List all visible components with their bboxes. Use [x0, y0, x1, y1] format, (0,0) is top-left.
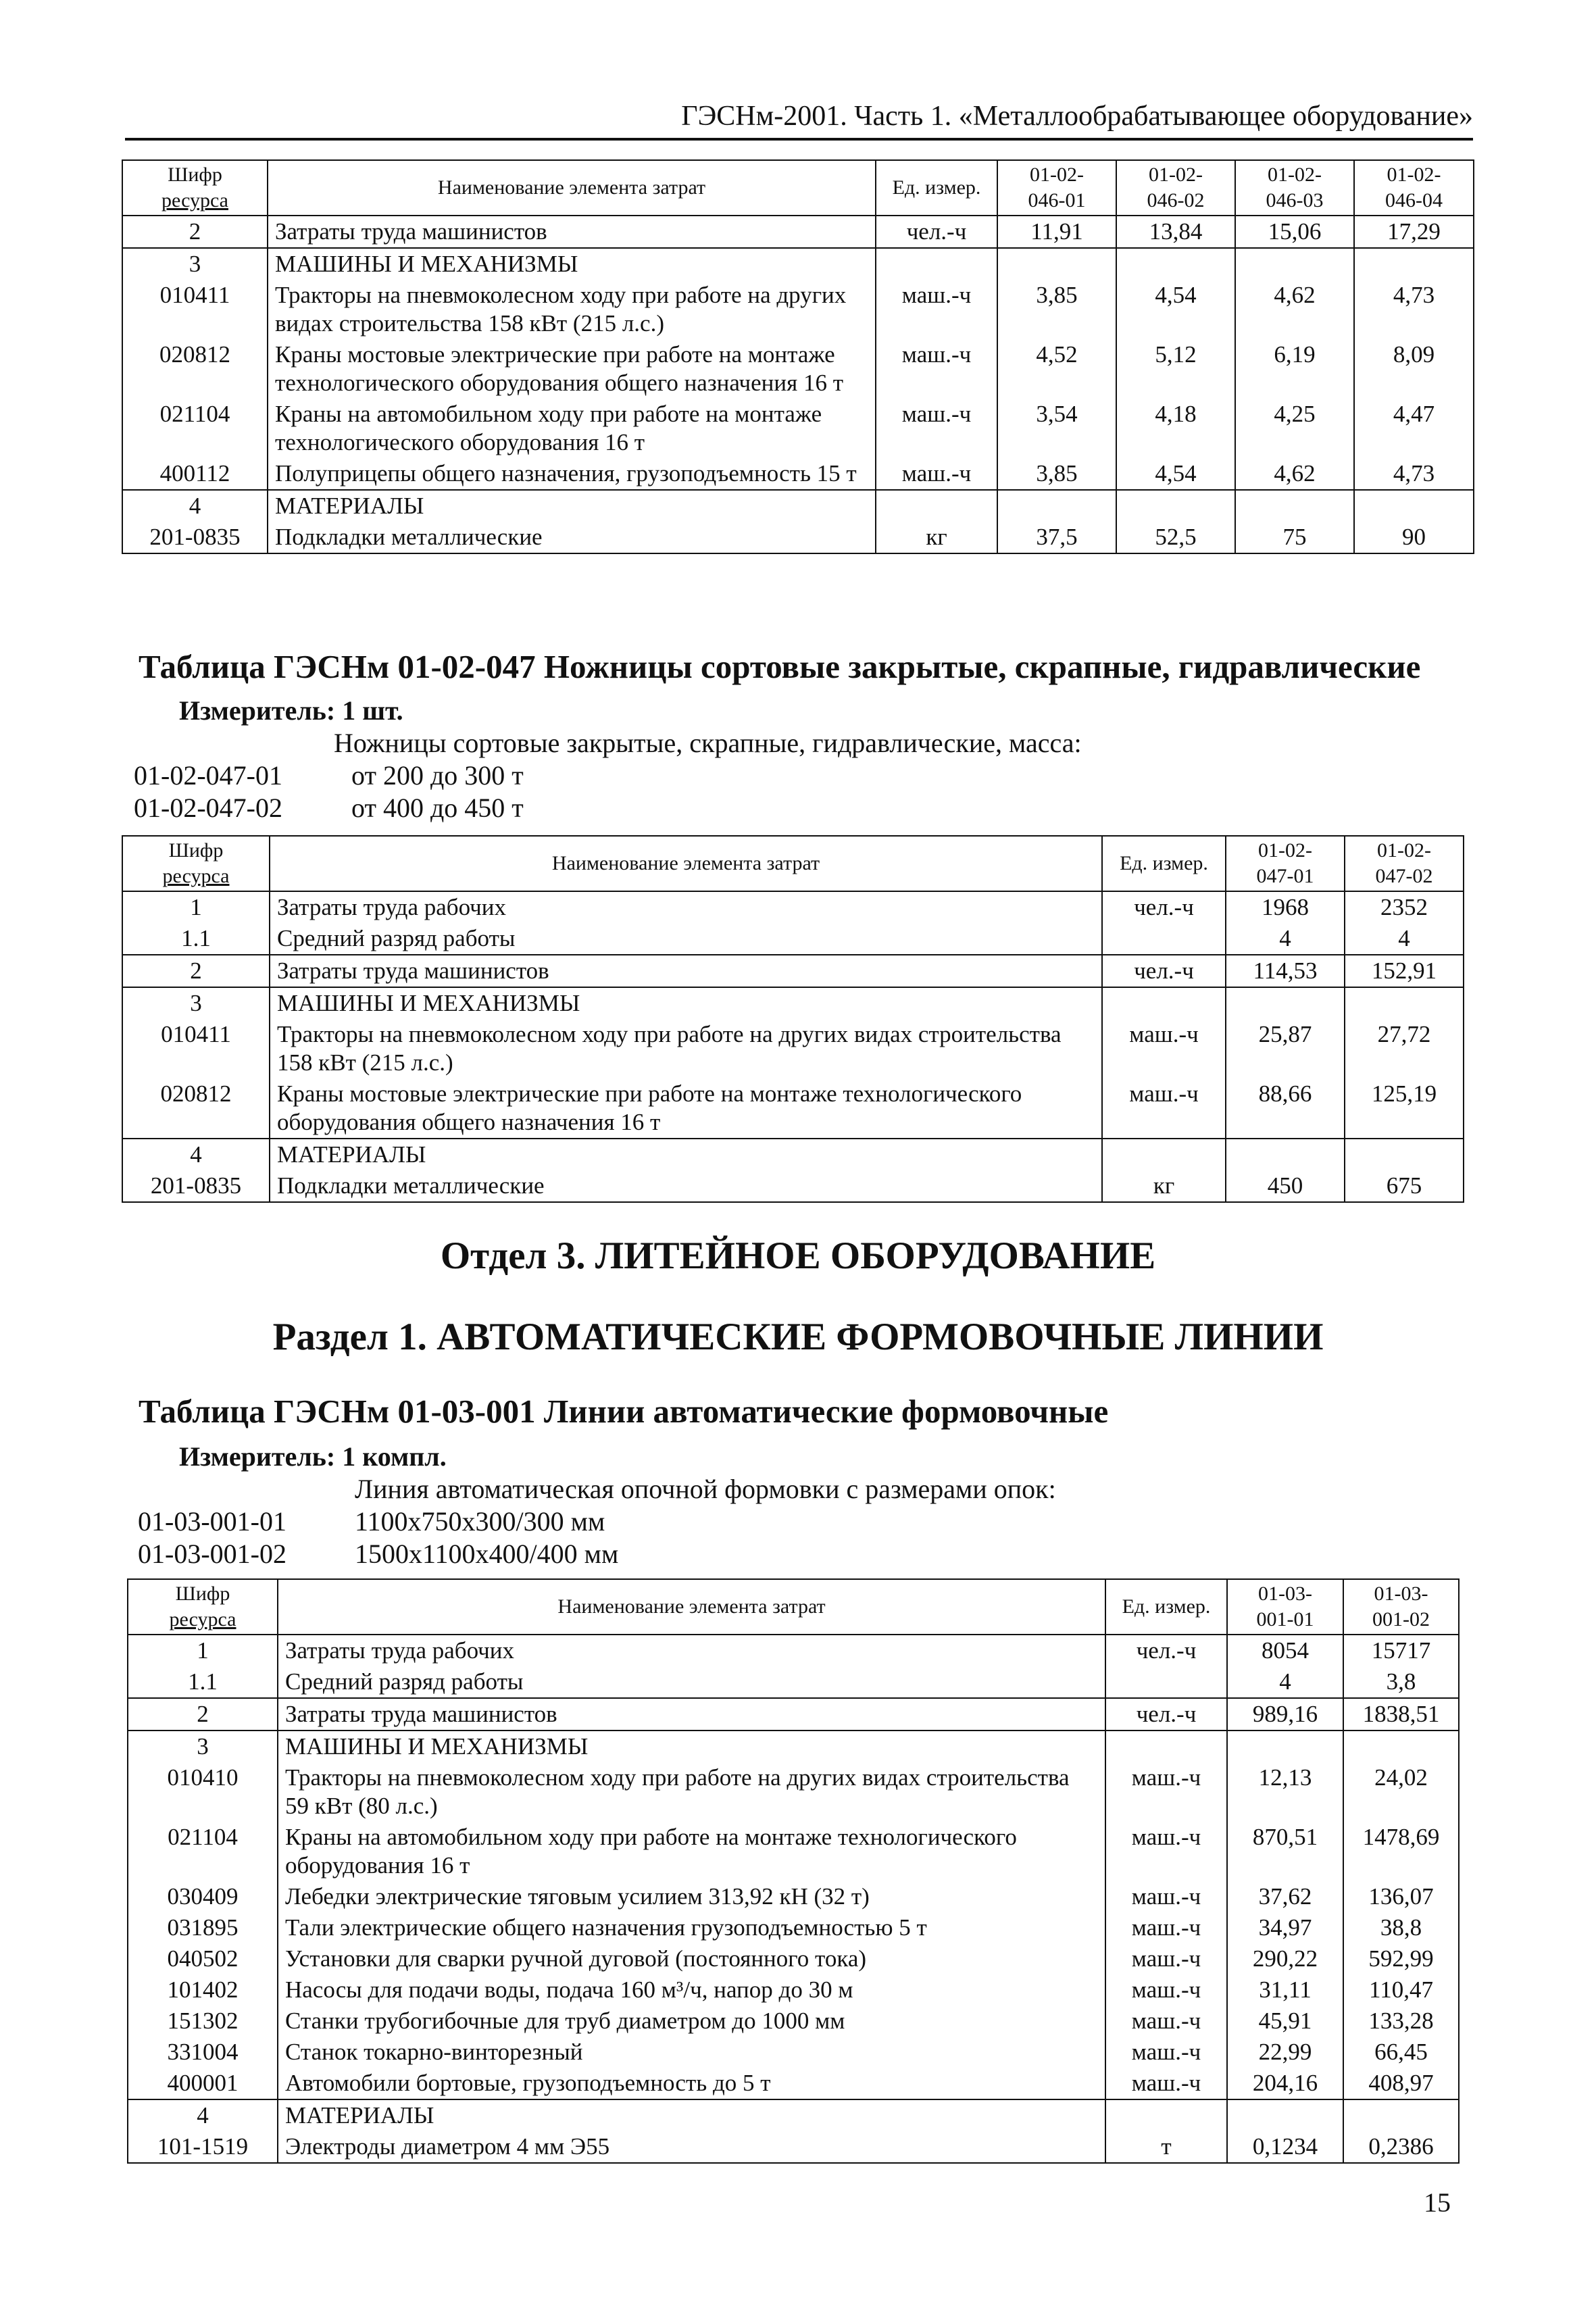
table-gesnm-01-02-047: [122, 835, 1464, 1203]
table-row: [122, 248, 1474, 280]
cell-value: 11,91: [997, 216, 1116, 248]
cell-unit: кг: [1102, 1170, 1226, 1202]
cell-value: 66,45: [1343, 2037, 1459, 2068]
cell-unit: [876, 248, 997, 280]
cell-unit: маш.-ч: [876, 280, 997, 339]
table-row: [128, 1731, 1459, 1762]
cell-cost-name: Затраты труда рабочих: [270, 891, 1102, 923]
cell-resource-code: 020812: [122, 1078, 270, 1139]
table-gesnm-01-02-046: [122, 159, 1474, 554]
norm-text: 1500x1100x400/400 мм: [355, 1539, 619, 1569]
norm-code: 01-03-001-01: [138, 1506, 286, 1537]
cell-cost-name: Краны на автомобильном ходу при работе на монтаже технологического оборудования 16 т: [268, 399, 876, 458]
cell-resource-code: 400112: [122, 458, 268, 490]
cell-value: 15,06: [1235, 216, 1354, 248]
cell-value: 4,25: [1235, 399, 1354, 458]
cell-value: [997, 490, 1116, 522]
cell-unit: маш.-ч: [1105, 1943, 1227, 1974]
cell-value: [1343, 2099, 1459, 2131]
cell-value: 1968: [1226, 891, 1345, 923]
cell-cost-name: МАШИНЫ И МЕХАНИЗМЫ: [270, 987, 1102, 1019]
page-number: 15: [1424, 2187, 1451, 2218]
col-norm-header: 01-02- 046-01: [997, 160, 1116, 216]
table-row: [122, 1078, 1464, 1139]
table-row: [128, 1666, 1459, 1698]
col-norm-header: 01-02- 046-02: [1116, 160, 1235, 216]
cell-value: 4,54: [1116, 458, 1235, 490]
cell-value: 24,02: [1343, 1762, 1459, 1822]
cell-value: 31,11: [1227, 1974, 1343, 2006]
table-row: [128, 2037, 1459, 2068]
table-description: Линия автоматическая опочной формовки с размерами опок:: [355, 1474, 1056, 1504]
cell-value: 13,84: [1116, 216, 1235, 248]
col-code-header: Шифр ресурса: [122, 836, 270, 891]
cell-value: 8054: [1227, 1635, 1343, 1666]
cell-cost-name: Подкладки металлические: [270, 1170, 1102, 1202]
cell-resource-code: 4: [122, 490, 268, 522]
cell-value: [997, 248, 1116, 280]
cell-resource-code: 1.1: [122, 923, 270, 955]
table-row: [122, 1170, 1464, 1202]
cell-cost-name: Затраты труда рабочих: [278, 1635, 1105, 1666]
cell-value: [1345, 1139, 1464, 1170]
table-row: [128, 2131, 1459, 2163]
table-row: [128, 1762, 1459, 1822]
cell-resource-code: 1: [122, 891, 270, 923]
cell-value: 37,5: [997, 522, 1116, 553]
cell-value: 133,28: [1343, 2006, 1459, 2037]
col-name-header: Наименование элемента затрат: [278, 1579, 1105, 1635]
cell-unit: чел.-ч: [1105, 1635, 1227, 1666]
cell-unit: маш.-ч: [876, 399, 997, 458]
table-gesnm-01-03-001: [127, 1578, 1460, 2164]
cell-value: 6,19: [1235, 339, 1354, 399]
cell-value: 34,97: [1227, 1912, 1343, 1943]
cell-value: 4: [1345, 923, 1464, 955]
cell-cost-name: Краны мостовые электрические при работе на монтаже технологического оборудования общего назначения 16 т: [270, 1078, 1102, 1139]
cell-resource-code: 3: [122, 987, 270, 1019]
cell-cost-name: Краны на автомобильном ходу при работе на монтаже технологического оборудования 16 т: [278, 1822, 1105, 1881]
cell-unit: маш.-ч: [1105, 2006, 1227, 2037]
cell-cost-name: Лебедки электрические тяговым усилием 313,92 кН (32 т): [278, 1881, 1105, 1912]
cell-cost-name: Тракторы на пневмоколесном ходу при работе на других видах строительства 158 кВт (215 л.с.): [270, 1019, 1102, 1078]
table-row: [128, 2068, 1459, 2099]
cell-cost-name: МАШИНЫ И МЕХАНИЗМЫ: [278, 1731, 1105, 1762]
table-row: [122, 1139, 1464, 1170]
col-code-header: Шифр ресурса: [128, 1579, 278, 1635]
table-row: [122, 280, 1474, 339]
cell-value: 4,47: [1354, 399, 1474, 458]
cell-cost-name: Затраты труда машинистов: [270, 955, 1102, 987]
cell-cost-name: Затраты труда машинистов: [278, 1698, 1105, 1731]
cell-value: [1354, 490, 1474, 522]
norm-code: 01-02-047-02: [134, 793, 282, 823]
measure-unit: Измеритель: 1 компл.: [179, 1441, 447, 1472]
cell-resource-code: 1.1: [128, 1666, 278, 1698]
section-heading: Отдел 3. ЛИТЕЙНОЕ ОБОРУДОВАНИЕ: [440, 1235, 1156, 1277]
cell-cost-name: Тракторы на пневмоколесном ходу при работе на других видах строительства 59 кВт (80 л.с.): [278, 1762, 1105, 1822]
cell-value: 4,52: [997, 339, 1116, 399]
cell-cost-name: Средний разряд работы: [278, 1666, 1105, 1698]
cell-resource-code: 031895: [128, 1912, 278, 1943]
cell-cost-name: Подкладки металлические: [268, 522, 876, 553]
table-row: [128, 2006, 1459, 2037]
col-unit-header: Ед. измер.: [876, 160, 997, 216]
cell-unit: [1102, 923, 1226, 955]
cell-resource-code: 2: [122, 216, 268, 248]
cell-resource-code: 4: [122, 1139, 270, 1170]
table-row: [122, 1019, 1464, 1078]
cell-resource-code: 021104: [128, 1822, 278, 1881]
cell-cost-name: Электроды диаметром 4 мм Э55: [278, 2131, 1105, 2163]
table-row: [128, 1881, 1459, 1912]
cell-unit: маш.-ч: [1105, 1912, 1227, 1943]
cell-cost-name: Автомобили бортовые, грузоподъемность до 5 т: [278, 2068, 1105, 2099]
norm-text: от 400 до 450 т: [351, 793, 524, 823]
cell-unit: маш.-ч: [1105, 1881, 1227, 1912]
cell-value: 110,47: [1343, 1974, 1459, 2006]
table-row: [122, 891, 1464, 923]
cell-value: 5,12: [1116, 339, 1235, 399]
cell-value: 22,99: [1227, 2037, 1343, 2068]
cell-resource-code: 151302: [128, 2006, 278, 2037]
cell-value: [1116, 490, 1235, 522]
cell-value: 1478,69: [1343, 1822, 1459, 1881]
cell-unit: чел.-ч: [876, 216, 997, 248]
cell-resource-code: 030409: [128, 1881, 278, 1912]
cell-resource-code: 201-0835: [122, 1170, 270, 1202]
cell-value: [1226, 1139, 1345, 1170]
cell-value: 88,66: [1226, 1078, 1345, 1139]
cell-value: 8,09: [1354, 339, 1474, 399]
cell-resource-code: 3: [128, 1731, 278, 1762]
cell-value: 2352: [1345, 891, 1464, 923]
norm-code: 01-02-047-01: [134, 760, 282, 791]
table-row: [122, 399, 1474, 458]
cell-resource-code: 2: [122, 955, 270, 987]
table-row: [128, 2099, 1459, 2131]
measure-unit: Измеритель: 1 шт.: [179, 695, 403, 726]
cell-cost-name: МАТЕРИАЛЫ: [278, 2099, 1105, 2131]
cell-unit: чел.-ч: [1102, 955, 1226, 987]
cell-value: 152,91: [1345, 955, 1464, 987]
cell-value: 4,18: [1116, 399, 1235, 458]
cell-unit: чел.-ч: [1105, 1698, 1227, 1731]
cell-value: 4: [1227, 1666, 1343, 1698]
cell-cost-name: Полуприцепы общего назначения, грузоподъемность 15 т: [268, 458, 876, 490]
cell-value: 3,54: [997, 399, 1116, 458]
cell-value: 15717: [1343, 1635, 1459, 1666]
cell-value: [1345, 987, 1464, 1019]
cell-cost-name: Станки трубогибочные для труб диаметром до 1000 мм: [278, 2006, 1105, 2037]
cell-value: [1354, 248, 1474, 280]
cell-value: 27,72: [1345, 1019, 1464, 1078]
cell-value: 450: [1226, 1170, 1345, 1202]
cell-value: 4,54: [1116, 280, 1235, 339]
cell-value: 52,5: [1116, 522, 1235, 553]
cell-value: 408,97: [1343, 2068, 1459, 2099]
table-row: [122, 490, 1474, 522]
cell-unit: [1105, 2099, 1227, 2131]
table-title: Таблица ГЭСНм 01-03-001 Линии автоматические формовочные: [139, 1393, 1109, 1430]
table-row: [122, 522, 1474, 553]
col-norm-header: 01-02- 046-03: [1235, 160, 1354, 216]
cell-value: 3,8: [1343, 1666, 1459, 1698]
cell-cost-name: МАТЕРИАЛЫ: [268, 490, 876, 522]
cell-value: 37,62: [1227, 1881, 1343, 1912]
cell-value: 3,85: [997, 458, 1116, 490]
cell-resource-code: 101402: [128, 1974, 278, 2006]
cell-value: 290,22: [1227, 1943, 1343, 1974]
cell-value: 90: [1354, 522, 1474, 553]
cell-value: 125,19: [1345, 1078, 1464, 1139]
cell-resource-code: 010411: [122, 1019, 270, 1078]
cell-unit: [1102, 987, 1226, 1019]
cell-unit: кг: [876, 522, 997, 553]
table-row: [128, 1943, 1459, 1974]
cell-unit: [1102, 1139, 1226, 1170]
cell-value: 204,16: [1227, 2068, 1343, 2099]
cell-unit: [1105, 1731, 1227, 1762]
cell-resource-code: 4: [128, 2099, 278, 2131]
table-title: Таблица ГЭСНм 01-02-047 Ножницы сортовые закрытые, скрапные, гидравлические: [139, 648, 1421, 685]
cell-value: 3,85: [997, 280, 1116, 339]
cell-resource-code: 040502: [128, 1943, 278, 1974]
cell-value: 136,07: [1343, 1881, 1459, 1912]
cell-value: 4,73: [1354, 280, 1474, 339]
cell-value: 0,1234: [1227, 2131, 1343, 2163]
col-norm-header: 01-02- 046-04: [1354, 160, 1474, 216]
cell-cost-name: Краны мостовые электрические при работе на монтаже технологического оборудования общего назначения 16 т: [268, 339, 876, 399]
col-name-header: Наименование элемента затрат: [268, 160, 876, 216]
running-header: ГЭСНм-2001. Часть 1. «Металлообрабатывающее оборудование»: [125, 100, 1473, 141]
norm-code: 01-03-001-02: [138, 1539, 286, 1569]
cell-value: 38,8: [1343, 1912, 1459, 1943]
col-norm-header: 01-02- 047-01: [1226, 836, 1345, 891]
table-row: [122, 955, 1464, 987]
cell-cost-name: МАШИНЫ И МЕХАНИЗМЫ: [268, 248, 876, 280]
cell-unit: маш.-ч: [1102, 1019, 1226, 1078]
cell-value: 0,2386: [1343, 2131, 1459, 2163]
cell-unit: маш.-ч: [1102, 1078, 1226, 1139]
cell-unit: [876, 490, 997, 522]
cell-cost-name: Затраты труда машинистов: [268, 216, 876, 248]
table-row: [122, 339, 1474, 399]
col-norm-header: 01-02- 047-02: [1345, 836, 1464, 891]
cell-value: [1116, 248, 1235, 280]
cell-cost-name: Тракторы на пневмоколесном ходу при работе на других видах строительства 158 кВт (215 л.с.): [268, 280, 876, 339]
cell-unit: маш.-ч: [876, 458, 997, 490]
cell-value: 1838,51: [1343, 1698, 1459, 1731]
cell-value: [1227, 1731, 1343, 1762]
table-row: [122, 458, 1474, 490]
cell-resource-code: 010411: [122, 280, 268, 339]
cell-value: [1343, 1731, 1459, 1762]
cell-value: [1226, 987, 1345, 1019]
table-row: [122, 987, 1464, 1019]
cell-unit: маш.-ч: [876, 339, 997, 399]
cell-unit: маш.-ч: [1105, 2037, 1227, 2068]
table-row: [128, 1912, 1459, 1943]
cell-unit: маш.-ч: [1105, 1822, 1227, 1881]
cell-value: 25,87: [1226, 1019, 1345, 1078]
cell-value: 870,51: [1227, 1822, 1343, 1881]
cell-resource-code: 331004: [128, 2037, 278, 2068]
col-norm-header: 01-03- 001-02: [1343, 1579, 1459, 1635]
cell-value: [1235, 490, 1354, 522]
cell-resource-code: 1: [128, 1635, 278, 1666]
cell-value: 45,91: [1227, 2006, 1343, 2037]
cell-unit: [1105, 1666, 1227, 1698]
cell-value: [1227, 2099, 1343, 2131]
cell-value: 4,62: [1235, 458, 1354, 490]
cell-unit: маш.-ч: [1105, 1762, 1227, 1822]
table-row: [128, 1635, 1459, 1666]
cell-value: 989,16: [1227, 1698, 1343, 1731]
cell-resource-code: 021104: [122, 399, 268, 458]
cell-cost-name: Насосы для подачи воды, подача 160 м³/ч, напор до 30 м: [278, 1974, 1105, 2006]
cell-unit: т: [1105, 2131, 1227, 2163]
cell-unit: маш.-ч: [1105, 2068, 1227, 2099]
cell-resource-code: 400001: [128, 2068, 278, 2099]
cell-value: 4: [1226, 923, 1345, 955]
cell-value: 114,53: [1226, 955, 1345, 987]
cell-resource-code: 201-0835: [122, 522, 268, 553]
cell-value: [1235, 248, 1354, 280]
cell-resource-code: 010410: [128, 1762, 278, 1822]
table-row: [128, 1974, 1459, 2006]
cell-resource-code: 2: [128, 1698, 278, 1731]
col-unit-header: Ед. измер.: [1105, 1579, 1227, 1635]
col-code-header: Шифр ресурса: [122, 160, 268, 216]
cell-resource-code: 101-1519: [128, 2131, 278, 2163]
subsection-heading: Раздел 1. АВТОМАТИЧЕСКИЕ ФОРМОВОЧНЫЕ ЛИНИИ: [272, 1316, 1324, 1358]
table-row: [128, 1822, 1459, 1881]
cell-cost-name: МАТЕРИАЛЫ: [270, 1139, 1102, 1170]
cell-resource-code: 020812: [122, 339, 268, 399]
cell-value: 675: [1345, 1170, 1464, 1202]
cell-resource-code: 3: [122, 248, 268, 280]
table-row: [128, 1698, 1459, 1731]
cell-value: 12,13: [1227, 1762, 1343, 1822]
cell-cost-name: Тали электрические общего назначения грузоподъемностью 5 т: [278, 1912, 1105, 1943]
norm-text: 1100x750x300/300 мм: [355, 1506, 605, 1537]
cell-unit: маш.-ч: [1105, 1974, 1227, 2006]
cell-cost-name: Средний разряд работы: [270, 923, 1102, 955]
col-name-header: Наименование элемента затрат: [270, 836, 1102, 891]
norm-text: от 200 до 300 т: [351, 760, 524, 791]
col-norm-header: 01-03- 001-01: [1227, 1579, 1343, 1635]
cell-cost-name: Установки для сварки ручной дуговой (постоянного тока): [278, 1943, 1105, 1974]
table-description: Ножницы сортовые закрытые, скрапные, гидравлические, масса:: [334, 728, 1082, 758]
cell-unit: чел.-ч: [1102, 891, 1226, 923]
cell-value: 4,73: [1354, 458, 1474, 490]
cell-value: 75: [1235, 522, 1354, 553]
table-row: [122, 923, 1464, 955]
cell-value: 592,99: [1343, 1943, 1459, 1974]
cell-value: 17,29: [1354, 216, 1474, 248]
table-row: [122, 216, 1474, 248]
col-unit-header: Ед. измер.: [1102, 836, 1226, 891]
cell-value: 4,62: [1235, 280, 1354, 339]
cell-cost-name: Станок токарно-винторезный: [278, 2037, 1105, 2068]
